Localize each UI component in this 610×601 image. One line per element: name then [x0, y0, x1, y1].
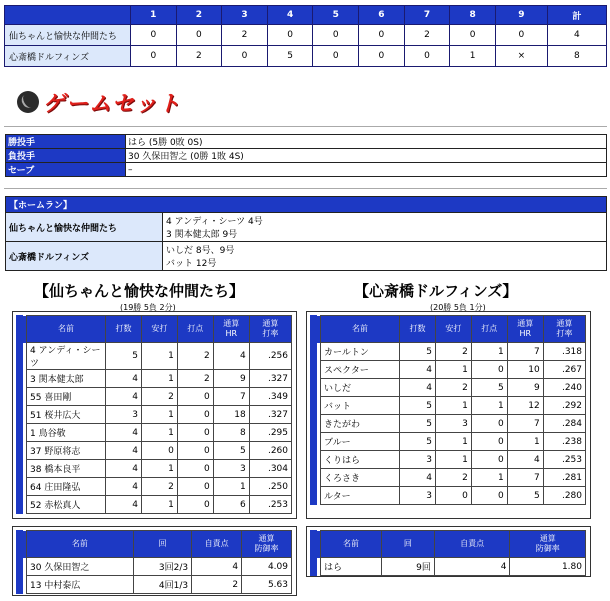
- stat-cell: 5: [471, 379, 507, 397]
- column-header: 通算 打率: [249, 316, 291, 343]
- player-name: 4 アンディ・シーツ: [27, 343, 106, 370]
- batting-row: [311, 361, 586, 379]
- player-name: 30 久保田智之: [27, 558, 134, 576]
- stat-cell: 2: [435, 343, 471, 361]
- stat-cell: 3: [435, 415, 471, 433]
- player-name: はら: [321, 558, 382, 576]
- stat-cell: 4: [106, 496, 142, 514]
- stat-cell: 18: [213, 406, 249, 424]
- stat-cell: 1: [435, 451, 471, 469]
- stat-cell: 1: [141, 370, 177, 388]
- column-header: 自責点: [434, 531, 510, 558]
- stat-cell: .253: [543, 451, 585, 469]
- stat-cell: 3: [400, 487, 436, 505]
- column-header: 名前: [27, 316, 106, 343]
- stat-cell: 4: [106, 370, 142, 388]
- inning-label: 3: [222, 6, 268, 25]
- stat-cell: 4: [106, 460, 142, 478]
- stat-cell: .280: [543, 487, 585, 505]
- batting-row: [311, 469, 586, 487]
- stat-cell: .327: [249, 406, 291, 424]
- column-header: 名前: [321, 316, 400, 343]
- column-header: 回: [133, 531, 191, 558]
- pitching-row: [17, 558, 292, 576]
- stat-cell: 5.63: [242, 576, 292, 594]
- stat-cell: 0: [471, 415, 507, 433]
- result-label: 負投手: [6, 149, 126, 163]
- batting-row: [17, 478, 292, 496]
- homerun-line: バット 12号: [166, 259, 217, 269]
- stat-cell: .292: [543, 397, 585, 415]
- team-name: 仙ちゃんと愉快な仲間たち: [6, 213, 163, 242]
- stat-cell: 9: [507, 379, 543, 397]
- result-label: セーブ: [6, 163, 126, 177]
- stat-cell: 3: [400, 451, 436, 469]
- stat-cell: 4: [400, 361, 436, 379]
- stat-cell: 4: [106, 478, 142, 496]
- scoreboard-corner: [5, 6, 131, 25]
- column-header: 通算 防御率: [510, 531, 586, 558]
- column-header: 通算 防御率: [242, 531, 292, 558]
- homerun-detail: [163, 213, 607, 242]
- player-name: カールトン: [321, 343, 400, 361]
- divider: [4, 188, 607, 189]
- stat-cell: .240: [543, 379, 585, 397]
- stat-cell: 0: [177, 478, 213, 496]
- stat-cell: .281: [543, 469, 585, 487]
- player-name: 3 関本健太郎: [27, 370, 106, 388]
- stat-cell: 1: [471, 343, 507, 361]
- stat-cell: 5: [400, 433, 436, 451]
- batting-row: [311, 343, 586, 361]
- stat-cell: 3: [213, 460, 249, 478]
- player-name: くりはら: [321, 451, 400, 469]
- stat-cell: 0: [471, 433, 507, 451]
- batting-header-row: [311, 316, 586, 343]
- inning-label: 1: [131, 6, 177, 25]
- stat-cell: 1: [435, 433, 471, 451]
- stat-cell: 6: [213, 496, 249, 514]
- team-title: 【心斎橋ドルフィンズ】: [354, 282, 518, 300]
- batting-row: [17, 370, 292, 388]
- stat-cell: 2: [192, 576, 242, 594]
- stat-cell: .295: [249, 424, 291, 442]
- homerun-table: [5, 196, 607, 271]
- stat-cell: 9: [213, 370, 249, 388]
- inning-label: 9: [495, 6, 547, 25]
- divider: [4, 126, 607, 127]
- team-record: (20勝 5負 1分): [430, 303, 486, 312]
- stat-cell: 1: [141, 406, 177, 424]
- batting-row: [311, 433, 586, 451]
- stat-cell: 0: [471, 451, 507, 469]
- batting-row: [17, 388, 292, 406]
- stat-cell: 0: [471, 487, 507, 505]
- pitching-table-home: [310, 530, 586, 576]
- batting-row: [311, 451, 586, 469]
- stat-cell: 1: [471, 469, 507, 487]
- homerun-row: [6, 242, 607, 271]
- batting-row: [311, 415, 586, 433]
- stat-cell: 4回1/3: [133, 576, 191, 594]
- result-row: [6, 135, 607, 149]
- inning-score: 0: [359, 46, 405, 67]
- stat-cell: 0: [177, 442, 213, 460]
- stat-cell: 1: [141, 424, 177, 442]
- stat-cell: 7: [213, 388, 249, 406]
- stat-cell: 1: [213, 478, 249, 496]
- pitching-row: [311, 558, 586, 576]
- stat-cell: 1: [141, 496, 177, 514]
- result-value: はら (5勝 0敗 0S): [126, 135, 607, 149]
- column-header: 通算 打率: [543, 316, 585, 343]
- stat-cell: 1: [471, 397, 507, 415]
- player-name: 13 中村泰広: [27, 576, 134, 594]
- player-name: きたがわ: [321, 415, 400, 433]
- inning-score: 0: [267, 25, 313, 46]
- player-name: いしだ: [321, 379, 400, 397]
- stat-cell: 4: [106, 388, 142, 406]
- column-header: 名前: [321, 531, 382, 558]
- stat-cell: 0: [471, 361, 507, 379]
- stat-cell: 2: [177, 370, 213, 388]
- player-name: 64 庄田隆弘: [27, 478, 106, 496]
- stat-cell: 9回: [381, 558, 434, 576]
- column-header: 通算 HR: [213, 316, 249, 343]
- pitching-header-row: [17, 531, 292, 558]
- stat-cell: 0: [177, 406, 213, 424]
- stat-cell: 5: [400, 343, 436, 361]
- stat-cell: .267: [543, 361, 585, 379]
- column-header: 打点: [471, 316, 507, 343]
- stat-cell: .260: [249, 442, 291, 460]
- inning-score: 2: [176, 46, 222, 67]
- stat-cell: 2: [141, 478, 177, 496]
- stat-cell: .304: [249, 460, 291, 478]
- result-value: –: [126, 163, 607, 177]
- inning-score: 0: [313, 25, 359, 46]
- player-name: 51 桜井広大: [27, 406, 106, 424]
- stat-cell: 0: [177, 460, 213, 478]
- inning-label: 8: [450, 6, 496, 25]
- inning-label: 7: [404, 6, 450, 25]
- stat-cell: 5: [400, 397, 436, 415]
- batting-table-away: [16, 315, 292, 514]
- column-header: 回: [381, 531, 434, 558]
- batting-row: [17, 442, 292, 460]
- stat-cell: 5: [213, 442, 249, 460]
- scoreboard-row-away: [5, 25, 607, 46]
- stat-cell: 7: [507, 415, 543, 433]
- batting-row: [311, 487, 586, 505]
- inning-score: 0: [222, 46, 268, 67]
- inning-score: 0: [495, 25, 547, 46]
- scoreboard: [4, 5, 607, 67]
- inning-score: 0: [131, 46, 177, 67]
- stat-cell: 2: [141, 388, 177, 406]
- stat-cell: 4: [106, 442, 142, 460]
- stat-cell: .238: [543, 433, 585, 451]
- batting-row: [17, 343, 292, 370]
- inning-score: 5: [267, 46, 313, 67]
- stat-cell: .256: [249, 343, 291, 370]
- stat-cell: .284: [543, 415, 585, 433]
- inning-score: 0: [131, 25, 177, 46]
- player-name: スペクター: [321, 361, 400, 379]
- baseball-icon: [17, 91, 39, 113]
- batting-table-home: [310, 315, 586, 505]
- homerun-header: 【ホームラン】: [6, 197, 607, 213]
- pitching-table-away: [16, 530, 292, 594]
- inning-score: 2: [222, 25, 268, 46]
- column-header: 安打: [435, 316, 471, 343]
- inning-score: 0: [176, 25, 222, 46]
- player-name: 1 鳥谷敬: [27, 424, 106, 442]
- team-name: 仙ちゃんと愉快な仲間たち: [5, 25, 131, 46]
- stat-cell: 4: [192, 558, 242, 576]
- stat-cell: .253: [249, 496, 291, 514]
- stat-cell: 1.80: [510, 558, 586, 576]
- stat-cell: 0: [435, 487, 471, 505]
- team-title: 【仙ちゃんと愉快な仲間たち】: [34, 282, 245, 300]
- total-score: 4: [547, 25, 606, 46]
- stat-cell: 0: [177, 424, 213, 442]
- total-label: 計: [547, 6, 606, 25]
- batting-row: [311, 379, 586, 397]
- stat-cell: 0: [177, 388, 213, 406]
- stat-cell: 1: [141, 460, 177, 478]
- team-record: (19勝 5負 2分): [120, 303, 176, 312]
- stat-cell: 4.09: [242, 558, 292, 576]
- result-label: 勝投手: [6, 135, 126, 149]
- stat-cell: 5: [507, 487, 543, 505]
- stat-cell: .349: [249, 388, 291, 406]
- stat-cell: 4: [106, 424, 142, 442]
- inning-score: 0: [450, 25, 496, 46]
- column-header: 自責点: [192, 531, 242, 558]
- player-name: 38 橋本良平: [27, 460, 106, 478]
- stat-cell: 12: [507, 397, 543, 415]
- column-header: 打数: [400, 316, 436, 343]
- stat-cell: 2: [435, 379, 471, 397]
- player-name: 55 喜田剛: [27, 388, 106, 406]
- stat-cell: 7: [507, 469, 543, 487]
- stat-cell: 4: [507, 451, 543, 469]
- stat-cell: 1: [507, 433, 543, 451]
- total-score: 8: [547, 46, 606, 67]
- player-name: 52 赤松真人: [27, 496, 106, 514]
- inning-label: 4: [267, 6, 313, 25]
- result-row: [6, 163, 607, 177]
- stat-cell: 5: [400, 415, 436, 433]
- player-name: 37 野原将志: [27, 442, 106, 460]
- column-header: 打点: [177, 316, 213, 343]
- player-name: くろさき: [321, 469, 400, 487]
- batting-row: [17, 496, 292, 514]
- player-name: ブルー: [321, 433, 400, 451]
- homerun-line: 3 関本健太郎 9号: [166, 230, 238, 240]
- scoreboard-row-home: [5, 46, 607, 67]
- pitcher-result-table: [5, 134, 607, 177]
- inning-score: 0: [404, 46, 450, 67]
- batting-row: [17, 460, 292, 478]
- batting-row: [311, 397, 586, 415]
- inning-label: 6: [359, 6, 405, 25]
- result-row: [6, 149, 607, 163]
- batting-row: [17, 424, 292, 442]
- column-header: 打数: [106, 316, 142, 343]
- stat-cell: 0: [177, 496, 213, 514]
- stat-cell: 1: [141, 343, 177, 370]
- stat-cell: 1: [435, 397, 471, 415]
- inning-score: 2: [404, 25, 450, 46]
- stat-cell: 8: [213, 424, 249, 442]
- stat-cell: 5: [106, 343, 142, 370]
- stat-cell: .250: [249, 478, 291, 496]
- stat-cell: .327: [249, 370, 291, 388]
- game-set-logo: [17, 86, 181, 118]
- column-header: 安打: [141, 316, 177, 343]
- stat-cell: 2: [435, 469, 471, 487]
- player-name: バット: [321, 397, 400, 415]
- game-set-text: ゲームセット: [43, 91, 182, 117]
- team-name: 心斎橋ドルフィンズ: [6, 242, 163, 271]
- stat-cell: 10: [507, 361, 543, 379]
- column-header: 通算 HR: [507, 316, 543, 343]
- team-name: 心斎橋ドルフィンズ: [5, 46, 131, 67]
- scoreboard-header: [5, 6, 607, 25]
- stat-cell: 4: [400, 469, 436, 487]
- stat-cell: 7: [507, 343, 543, 361]
- inning-score: 0: [313, 46, 359, 67]
- batting-header-row: [17, 316, 292, 343]
- homerun-detail: [163, 242, 607, 271]
- inning-score: ×: [495, 46, 547, 67]
- stat-cell: 4: [400, 379, 436, 397]
- column-header: 名前: [27, 531, 134, 558]
- player-name: ルター: [321, 487, 400, 505]
- stat-cell: 3: [106, 406, 142, 424]
- inning-score: 1: [450, 46, 496, 67]
- pitching-row: [17, 576, 292, 594]
- homerun-line: いしだ 8号、9号: [166, 246, 235, 256]
- result-value: 30 久保田智之 (0勝 1敗 4S): [126, 149, 607, 163]
- stat-cell: 0: [141, 442, 177, 460]
- stat-cell: 2: [177, 343, 213, 370]
- batting-row: [17, 406, 292, 424]
- inning-label: 2: [176, 6, 222, 25]
- inning-label: 5: [313, 6, 359, 25]
- stat-cell: 1: [435, 361, 471, 379]
- stat-cell: 4: [434, 558, 510, 576]
- homerun-row: [6, 213, 607, 242]
- stat-cell: 4: [213, 343, 249, 370]
- stat-cell: 3回2/3: [133, 558, 191, 576]
- pitching-header-row: [311, 531, 586, 558]
- inning-score: 0: [359, 25, 405, 46]
- homerun-line: 4 アンディ・シーツ 4号: [166, 217, 263, 227]
- stat-cell: .318: [543, 343, 585, 361]
